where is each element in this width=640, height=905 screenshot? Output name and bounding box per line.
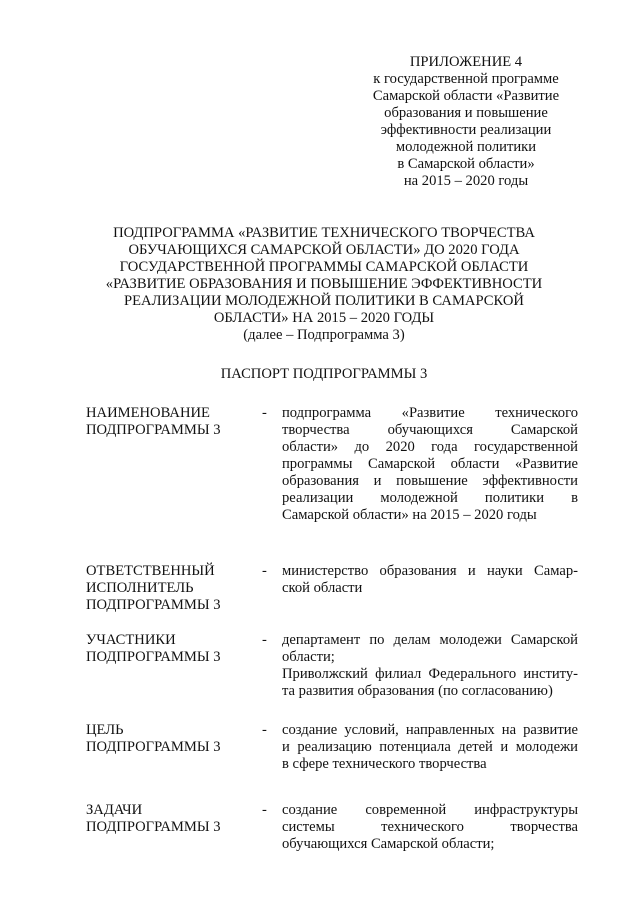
row-value-line: реализации молодежной политики в: [282, 490, 578, 506]
row-value-line: в сфере технического творчества: [282, 756, 487, 772]
row-label: [86, 563, 254, 614]
row-value-line: системы технического творчества: [282, 819, 578, 835]
row-value-line: создание современной инфраструктуры: [282, 802, 578, 818]
row-value: [282, 722, 578, 773]
appendix-line: ПРИЛОЖЕНИЕ 4: [409, 54, 523, 70]
row-value-line: Приволжский филиал Федерального институ-: [282, 666, 578, 682]
row-label: [86, 802, 254, 836]
title-line: ГОСУДАРСТВЕННОЙ ПРОГРАММЫ САМАРСКОЙ ОБЛАСТИ: [119, 259, 529, 275]
row-value: [282, 632, 578, 700]
appendix-header: [346, 54, 586, 190]
appendix-line: образования и повышение: [384, 105, 548, 121]
row-dash: -: [262, 722, 267, 738]
row-label: [86, 405, 254, 439]
row-label-line: ПОДПРОГРАММЫ 3: [86, 739, 221, 755]
row-value-line: творчества обучающихся Самарской: [282, 422, 578, 438]
row-value-line: области» до 2020 года государственной: [282, 439, 578, 455]
row-value: [282, 405, 578, 524]
row-value-line: области;: [282, 649, 335, 665]
title-line: ПОДПРОГРАММА «РАЗВИТИЕ ТЕХНИЧЕСКОГО ТВОРЧЕСТВА: [113, 225, 535, 241]
title-note: (далее – Подпрограмма 3): [243, 327, 405, 343]
row-dash: -: [262, 405, 267, 421]
title-line: РЕАЛИЗАЦИИ МОЛОДЕЖНОЙ ПОЛИТИКИ В САМАРСКОЙ: [124, 293, 524, 309]
row-label-line: ОТВЕТСТВЕННЫЙ: [86, 563, 215, 579]
appendix-line: Самарской области «Развитие: [372, 88, 560, 104]
row-label: [86, 632, 254, 666]
row-dash: -: [262, 563, 267, 579]
appendix-line: молодежной политики: [395, 139, 537, 155]
row-value-line: обучающихся Самарской области;: [282, 836, 495, 852]
row-value-line: Самарской области» на 2015 – 2020 годы: [282, 507, 537, 523]
row-dash: -: [262, 802, 267, 818]
row-label-line: ЗАДАЧИ: [86, 802, 143, 818]
row-label-line: НАИМЕНОВАНИЕ: [86, 405, 210, 421]
title-line: ОБЛАСТИ» НА 2015 – 2020 ГОДЫ: [213, 310, 435, 326]
row-value-line: программы Самарской области «Развитие: [282, 456, 578, 472]
appendix-line: эффективности реализации: [380, 122, 552, 138]
passport-heading: ПАСПОРТ ПОДПРОГРАММЫ 3: [220, 366, 428, 382]
row-value-line: министерство образования и науки Самар-: [282, 563, 578, 579]
row-label-line: ПОДПРОГРАММЫ 3: [86, 422, 221, 438]
row-label-line: ПОДПРОГРАММЫ 3: [86, 649, 221, 665]
title-line: ОБУЧАЮЩИХСЯ САМАРСКОЙ ОБЛАСТИ» ДО 2020 ГОДА: [128, 242, 520, 258]
row-label-line: ИСПОЛНИТЕЛЬ: [86, 580, 194, 596]
row-label-line: ПОДПРОГРАММЫ 3: [86, 819, 221, 835]
row-label: [86, 722, 254, 756]
row-value-line: и реализацию потенциала детей и молодежи: [282, 739, 578, 755]
subprogram-title: [90, 225, 558, 344]
row-value-line: ской области: [282, 580, 363, 596]
appendix-line: в Самарской области»: [397, 156, 535, 172]
row-label-line: ЦЕЛЬ: [86, 722, 124, 738]
row-dash: -: [262, 632, 267, 648]
title-line: «РАЗВИТИЕ ОБРАЗОВАНИЯ И ПОВЫШЕНИЕ ЭФФЕКТИВНОСТИ: [105, 276, 543, 292]
row-value: [282, 563, 578, 597]
row-value-line: образования и повышение эффективности: [282, 473, 578, 489]
row-value: [282, 802, 578, 853]
row-value-line: подпрограмма «Развитие технического: [282, 405, 578, 421]
row-label-line: ПОДПРОГРАММЫ 3: [86, 597, 221, 613]
row-value-line: департамент по делам молодежи Самарской: [282, 632, 578, 648]
row-value-line: та развития образования (по согласованию): [282, 683, 553, 699]
appendix-line: к государственной программе: [373, 71, 559, 87]
appendix-line: на 2015 – 2020 годы: [403, 173, 529, 189]
row-value-line: создание условий, направленных на развитие: [282, 722, 578, 738]
row-label-line: УЧАСТНИКИ: [86, 632, 176, 648]
